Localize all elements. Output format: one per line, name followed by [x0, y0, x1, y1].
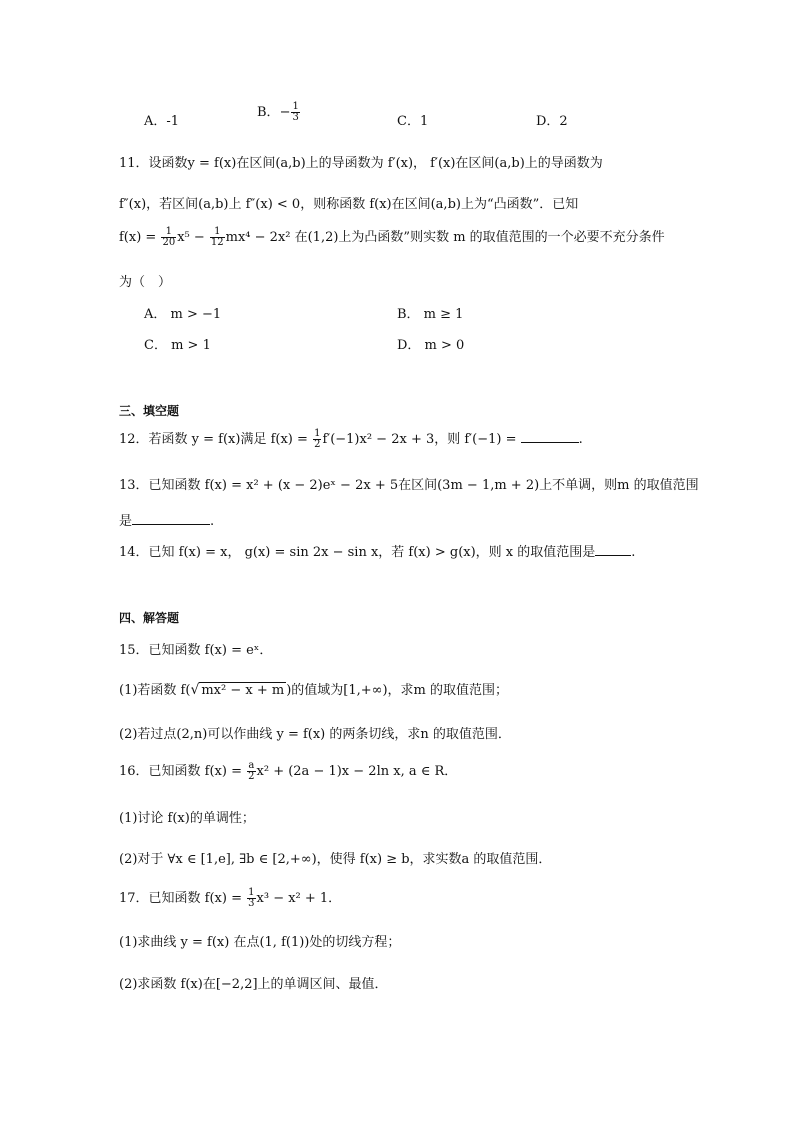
q11-fraction-1: [161, 227, 176, 249]
q12-answer-blank: [521, 432, 579, 443]
frac-num: 1: [314, 427, 321, 439]
q17-pre: 17．已知函数 f(x) =: [119, 891, 242, 906]
q11-fraction-2: [210, 227, 225, 249]
section-heading-fill-in: 三、填空题: [119, 404, 180, 418]
q15-sqrt-content: mx² − x + m: [201, 683, 285, 698]
q10-option-b-sign: −: [279, 105, 291, 120]
q15-part-1: [119, 679, 508, 698]
q15-part-1-post: )的值域为[1,+∞)，求m 的取值范围；: [286, 683, 509, 698]
q11-line-2: f″(x)，若区间(a,b)上 f″(x) < 0，则称函数 f(x)在区间(a,b)上为“凸函数”．已知: [119, 197, 579, 212]
section-heading-solution: 四、解答题: [119, 611, 180, 625]
frac-den: 2: [314, 439, 321, 450]
frac-num: 1: [292, 100, 299, 112]
q11-option-a: A． m > −1: [144, 307, 222, 322]
frac-num: 1: [161, 227, 176, 239]
q13-line-2-text: 是: [119, 514, 133, 529]
q17-part-1: (1)求曲线 y = f(x) 在点(1, f(1))处的切线方程；: [119, 935, 401, 950]
q16-line-1: [119, 760, 457, 783]
frac-num: 1: [210, 227, 225, 239]
q10-option-b-fraction: [291, 102, 299, 124]
q12-post: f′(−1)x² − 2x + 3，则 f′(−1) =: [322, 432, 517, 447]
q12-line: 12．若函数 y = f(x)满足 f(x) = $\frac{1}{2}$ f′(−1)x² − 2x + 3，则 f′(−1) = .: [119, 427, 583, 450]
q11-option-d: D． m > 0: [397, 338, 465, 353]
q11-line-4: 为（ ）: [119, 275, 172, 290]
frac-den: 12: [210, 237, 224, 248]
q16-post: x² + (2a − 1)x − 2ln x, a ∈ R．: [256, 764, 458, 779]
q16-part-1: (1)讨论 f(x)的单调性；: [119, 811, 255, 826]
q10-option-d: D．2: [536, 114, 568, 129]
q11-line-3-pre: f(x) =: [119, 230, 157, 245]
q15-part-1-pre: (1)若函数 f(: [119, 683, 191, 698]
q11-line-3-post: mx⁴ − 2x² 在(1,2)上为凸函数”则实数 m 的取值范围的一个必要不充分条件: [225, 230, 665, 245]
frac-num: a: [248, 759, 255, 771]
sqrt-icon: √: [190, 682, 200, 698]
q17-post: x³ − x² + 1．: [256, 891, 342, 906]
frac-den: 3: [248, 898, 255, 909]
frac-num: 1: [248, 886, 255, 898]
q11-line-3-mid: x⁵ −: [177, 230, 205, 245]
q11-line-1: 11．设函数y = f(x)在区间(a,b)上的导函数为 f′(x)， f′(x)在区间(a,b)上的导函数为: [119, 156, 603, 171]
q14-answer-blank: [595, 545, 631, 556]
q11-line-3: [119, 226, 665, 249]
q13-answer-blank: [132, 514, 210, 525]
q10-option-a: A．-1: [144, 114, 180, 129]
q17-line-1: [119, 887, 341, 910]
q10-option-c: C．1: [397, 114, 429, 129]
q16-part-2: (2)对于 ∀x ∈ [1,e], ∃b ∈ [2,+∞)，使得 f(x) ≥ b，求实数a 的取值范围．: [119, 852, 552, 867]
q13-line-1: 13．已知函数 f(x) = x² + (x − 2)eˣ − 2x + 5在区间(3m − 1,m + 2)上不单调，则m 的取值范围: [119, 478, 699, 493]
q15-part-2: (2)若过点(2,n)可以作曲线 y = f(x) 的两条切线，求n 的取值范围．: [119, 727, 511, 742]
q15-line-1: 15．已知函数 f(x) = eˣ．: [119, 643, 273, 658]
q11-option-b: B． m ≥ 1: [397, 307, 464, 322]
frac-den: 2: [248, 771, 255, 782]
q13-line-2: 是 .: [119, 514, 215, 529]
q16-pre: 16．已知函数 f(x) =: [119, 764, 242, 779]
q10-option-b: [257, 101, 301, 124]
q14-text: 14．已知 f(x) = x， g(x) = sin 2x − sin x，若 f(x) > g(x)，则 x 的取值范围是: [119, 545, 596, 560]
q11-option-c: C． m > 1: [144, 338, 211, 353]
q17-part-2: (2)求函数 f(x)在[−2,2]上的单调区间、最值．: [119, 977, 388, 992]
frac-den: 3: [292, 112, 299, 123]
q16-fraction: [247, 761, 255, 783]
q12-fraction: [313, 429, 321, 451]
q12-pre: 12．若函数 y = f(x)满足 f(x) =: [119, 432, 308, 447]
frac-den: 20: [162, 237, 176, 248]
q17-fraction: [247, 888, 255, 910]
q14-line: 14．已知 f(x) = x， g(x) = sin 2x − sin x，若 f(x) > g(x)，则 x 的取值范围是 .: [119, 545, 636, 560]
q10-option-b-label: B．: [257, 105, 280, 120]
